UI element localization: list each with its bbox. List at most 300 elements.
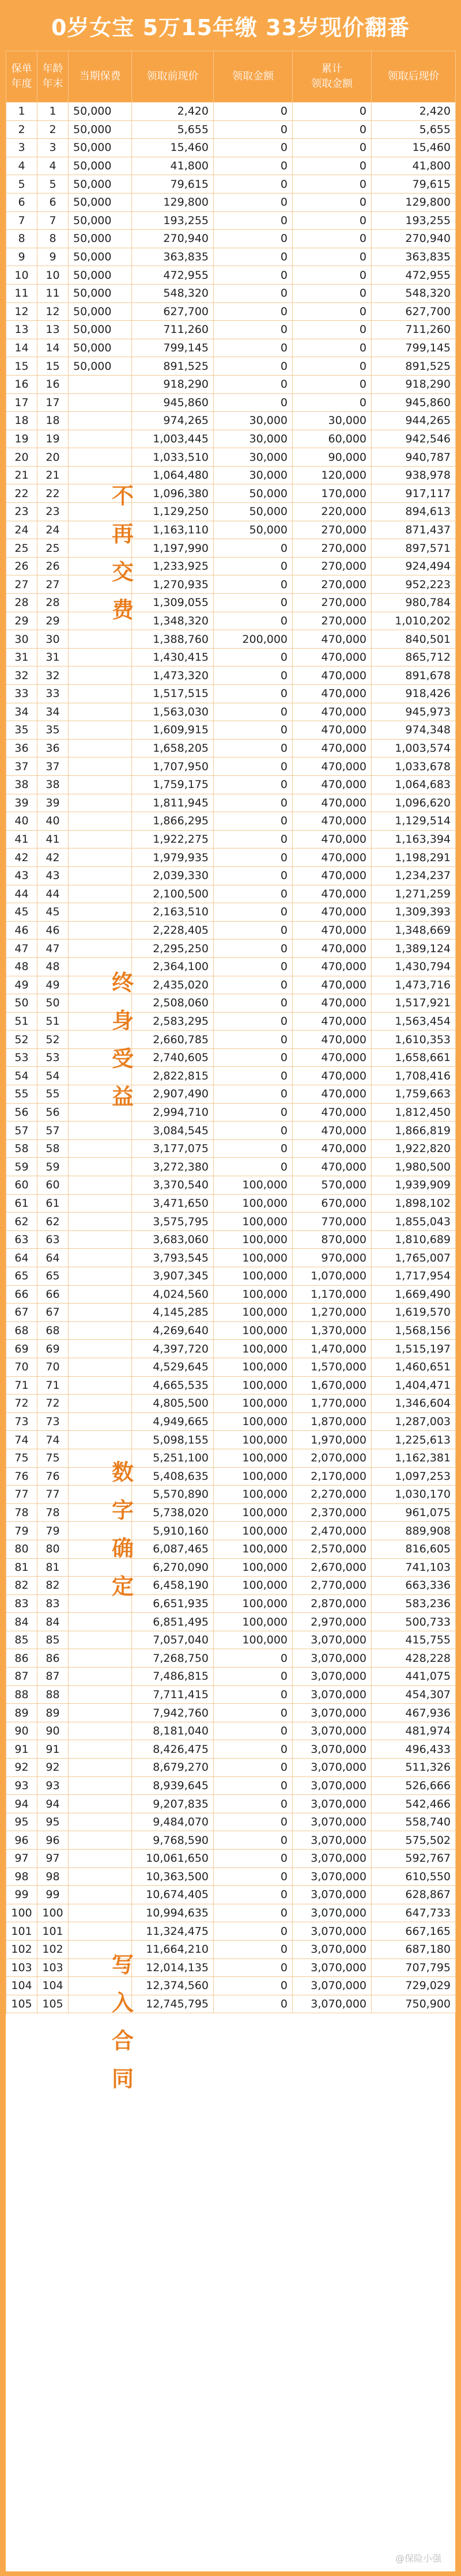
side-note-char: 终 <box>111 970 134 995</box>
cell-value-after: 1,610,353 <box>372 1031 456 1049</box>
cell-withdrawal: 0 <box>214 193 293 211</box>
table-row <box>6 976 456 994</box>
cell-premium <box>69 1321 132 1340</box>
cell-withdrawal: 100,000 <box>214 1467 293 1486</box>
cell-value-before: 1,517,515 <box>132 685 214 703</box>
cell-withdrawal: 0 <box>214 830 293 848</box>
cell-cumulative-withdrawal: 3,070,000 <box>293 1722 372 1740</box>
cell-age: 52 <box>37 1031 69 1049</box>
cell-cumulative-withdrawal: 0 <box>293 302 372 321</box>
cell-value-after: 1,568,156 <box>372 1321 456 1340</box>
cell-cumulative-withdrawal: 170,000 <box>293 484 372 503</box>
table-row <box>6 1267 456 1286</box>
cell-cumulative-withdrawal: 470,000 <box>293 739 372 757</box>
table-row <box>6 1158 456 1176</box>
cell-value-before: 11,664,210 <box>132 1940 214 1958</box>
cell-cumulative-withdrawal: 470,000 <box>293 940 372 958</box>
cell-value-before: 10,363,500 <box>132 1867 214 1886</box>
cell-policy-year: 98 <box>6 1867 37 1886</box>
cell-age: 45 <box>37 903 69 922</box>
cell-premium <box>69 1649 132 1668</box>
cell-age: 15 <box>37 357 69 376</box>
cell-cumulative-withdrawal: 90,000 <box>293 448 372 467</box>
cell-age: 9 <box>37 248 69 266</box>
cell-premium: 50,000 <box>69 248 132 266</box>
cell-cumulative-withdrawal: 2,770,000 <box>293 1577 372 1595</box>
cell-age: 104 <box>37 1977 69 1995</box>
cell-cumulative-withdrawal: 470,000 <box>293 1031 372 1049</box>
cell-cumulative-withdrawal: 3,070,000 <box>293 1904 372 1922</box>
cell-cumulative-withdrawal: 1,970,000 <box>293 1431 372 1449</box>
cell-policy-year: 48 <box>6 957 37 976</box>
side-note-char: 定 <box>111 1574 134 1599</box>
cell-cumulative-withdrawal: 3,070,000 <box>293 1922 372 1941</box>
cell-cumulative-withdrawal: 1,670,000 <box>293 1376 372 1395</box>
cell-value-before: 3,683,060 <box>132 1230 214 1249</box>
cell-premium <box>69 1850 132 1868</box>
table-row <box>6 1395 456 1413</box>
cell-policy-year: 87 <box>6 1668 37 1686</box>
cell-cumulative-withdrawal: 3,070,000 <box>293 1813 372 1831</box>
cell-cumulative-withdrawal: 470,000 <box>293 994 372 1013</box>
cell-cumulative-withdrawal: 470,000 <box>293 721 372 740</box>
cell-age: 66 <box>37 1285 69 1304</box>
cell-policy-year: 23 <box>6 503 37 521</box>
cell-age: 83 <box>37 1594 69 1613</box>
cell-policy-year: 3 <box>6 139 37 157</box>
cell-cumulative-withdrawal: 2,570,000 <box>293 1540 372 1558</box>
cell-cumulative-withdrawal: 2,670,000 <box>293 1558 372 1577</box>
cell-policy-year: 54 <box>6 1067 37 1085</box>
cell-policy-year: 79 <box>6 1522 37 1540</box>
cell-cumulative-withdrawal: 470,000 <box>293 1085 372 1104</box>
cell-policy-year: 77 <box>6 1486 37 1504</box>
cell-withdrawal: 100,000 <box>214 1631 293 1649</box>
table-row <box>6 1285 456 1304</box>
cell-policy-year: 59 <box>6 1158 37 1176</box>
cell-age: 20 <box>37 448 69 467</box>
cell-age: 64 <box>37 1249 69 1267</box>
cell-value-after: 1,759,663 <box>372 1085 456 1104</box>
side-note-char: 再 <box>111 521 134 547</box>
cell-cumulative-withdrawal: 970,000 <box>293 1249 372 1267</box>
cell-policy-year: 13 <box>6 321 37 339</box>
cell-value-after: 1,717,954 <box>372 1267 456 1286</box>
cell-value-after: 1,198,291 <box>372 848 456 867</box>
cell-withdrawal: 0 <box>214 120 293 139</box>
cell-value-before: 7,057,040 <box>132 1631 214 1649</box>
cell-value-after: 707,795 <box>372 1958 456 1977</box>
cell-policy-year: 97 <box>6 1850 37 1868</box>
header-cumulative-withdrawal: 累计 领取金额 <box>293 51 372 103</box>
cell-withdrawal: 0 <box>214 940 293 958</box>
cell-age: 56 <box>37 1103 69 1122</box>
table-row <box>6 940 456 958</box>
cell-cumulative-withdrawal: 0 <box>293 375 372 393</box>
cell-cumulative-withdrawal: 3,070,000 <box>293 1867 372 1886</box>
cell-value-before: 3,084,545 <box>132 1122 214 1140</box>
cell-value-after: 1,765,007 <box>372 1249 456 1267</box>
table-row <box>6 830 456 848</box>
cell-value-before: 11,324,475 <box>132 1922 214 1941</box>
cell-value-after: 1,348,669 <box>372 921 456 940</box>
cell-value-before: 1,473,320 <box>132 666 214 685</box>
cell-age: 91 <box>37 1740 69 1759</box>
cell-withdrawal: 0 <box>214 1740 293 1759</box>
cell-value-after: 558,740 <box>372 1813 456 1831</box>
cell-value-after: 871,437 <box>372 521 456 539</box>
side-note-fixed-figures <box>111 1453 134 1605</box>
cell-cumulative-withdrawal: 470,000 <box>293 1067 372 1085</box>
cell-value-before: 363,835 <box>132 248 214 266</box>
cell-premium <box>69 885 132 903</box>
cell-withdrawal: 0 <box>214 903 293 922</box>
cell-value-after: 1,658,661 <box>372 1048 456 1067</box>
cell-policy-year: 28 <box>6 594 37 612</box>
table-row <box>6 794 456 812</box>
cell-value-before: 1,033,510 <box>132 448 214 467</box>
cell-withdrawal: 100,000 <box>214 1395 293 1413</box>
table-row <box>6 211 456 230</box>
cell-cumulative-withdrawal: 470,000 <box>293 812 372 831</box>
cell-premium: 50,000 <box>69 339 132 357</box>
cell-premium <box>69 666 132 685</box>
cell-value-before: 2,039,330 <box>132 866 214 885</box>
cell-value-after: 952,223 <box>372 575 456 594</box>
side-note-char: 交 <box>111 559 134 585</box>
cell-value-after: 472,955 <box>372 266 456 285</box>
cell-premium <box>69 1158 132 1176</box>
cell-policy-year: 35 <box>6 721 37 740</box>
cell-premium <box>69 1922 132 1941</box>
table-row <box>6 175 456 194</box>
cell-value-before: 2,420 <box>132 103 214 121</box>
cell-value-after: 1,460,651 <box>372 1358 456 1376</box>
cell-value-before: 3,177,075 <box>132 1139 214 1158</box>
cell-premium <box>69 1704 132 1722</box>
cell-value-after: 1,271,259 <box>372 885 456 903</box>
cell-cumulative-withdrawal: 3,070,000 <box>293 1958 372 1977</box>
cell-withdrawal: 100,000 <box>214 1594 293 1613</box>
cell-value-after: 270,940 <box>372 230 456 248</box>
cell-withdrawal: 0 <box>214 866 293 885</box>
side-note-char: 不 <box>111 483 134 509</box>
cell-withdrawal: 0 <box>214 957 293 976</box>
cell-value-before: 1,064,480 <box>132 466 214 484</box>
cell-policy-year: 33 <box>6 685 37 703</box>
cell-withdrawal: 0 <box>214 139 293 157</box>
cell-value-after: 1,287,003 <box>372 1412 456 1431</box>
side-note-char: 确 <box>111 1536 134 1561</box>
cell-value-before: 12,014,135 <box>132 1958 214 1977</box>
cell-policy-year: 14 <box>6 339 37 357</box>
cell-value-before: 41,800 <box>132 157 214 175</box>
cell-value-before: 2,994,710 <box>132 1103 214 1122</box>
cell-cumulative-withdrawal: 60,000 <box>293 430 372 448</box>
cell-withdrawal: 0 <box>214 1795 293 1813</box>
cell-value-before: 2,740,605 <box>132 1048 214 1067</box>
cell-withdrawal: 0 <box>214 1904 293 1922</box>
cell-policy-year: 12 <box>6 302 37 321</box>
cell-value-after: 945,973 <box>372 703 456 721</box>
cell-value-before: 9,484,070 <box>132 1813 214 1831</box>
cell-value-before: 1,096,380 <box>132 484 214 503</box>
cell-age: 51 <box>37 1012 69 1031</box>
cell-premium <box>69 430 132 448</box>
cell-age: 58 <box>37 1139 69 1158</box>
cell-policy-year: 63 <box>6 1230 37 1249</box>
cell-policy-year: 25 <box>6 539 37 558</box>
cell-value-before: 1,658,205 <box>132 739 214 757</box>
cell-policy-year: 27 <box>6 575 37 594</box>
cell-withdrawal: 100,000 <box>214 1358 293 1376</box>
cell-value-after: 942,546 <box>372 430 456 448</box>
cell-cumulative-withdrawal: 470,000 <box>293 685 372 703</box>
cell-withdrawal: 0 <box>214 794 293 812</box>
cell-value-after: 1,225,613 <box>372 1431 456 1449</box>
cell-withdrawal: 100,000 <box>214 1522 293 1540</box>
table-row <box>6 193 456 211</box>
cell-age: 77 <box>37 1486 69 1504</box>
cell-policy-year: 20 <box>6 448 37 467</box>
table-row <box>6 1540 456 1558</box>
cell-cumulative-withdrawal: 670,000 <box>293 1194 372 1213</box>
cell-value-after: 1,708,416 <box>372 1067 456 1085</box>
cell-cumulative-withdrawal: 3,070,000 <box>293 1776 372 1795</box>
cell-cumulative-withdrawal: 470,000 <box>293 830 372 848</box>
cell-age: 85 <box>37 1631 69 1649</box>
cell-age: 93 <box>37 1776 69 1795</box>
cell-premium: 50,000 <box>69 193 132 211</box>
cell-premium <box>69 412 132 430</box>
cell-age: 87 <box>37 1668 69 1686</box>
cell-value-before: 1,129,250 <box>132 503 214 521</box>
cell-age: 14 <box>37 339 69 357</box>
cell-withdrawal: 0 <box>214 739 293 757</box>
cell-value-after: 441,075 <box>372 1668 456 1686</box>
cell-withdrawal: 50,000 <box>214 521 293 539</box>
cell-age: 34 <box>37 703 69 721</box>
cell-policy-year: 31 <box>6 648 37 666</box>
cell-cumulative-withdrawal: 0 <box>293 284 372 302</box>
cell-value-after: 917,117 <box>372 484 456 503</box>
cell-age: 95 <box>37 1813 69 1831</box>
table-row <box>6 1958 456 1977</box>
cell-withdrawal: 100,000 <box>214 1249 293 1267</box>
cell-age: 46 <box>37 921 69 940</box>
table-row <box>6 1321 456 1340</box>
cell-policy-year: 15 <box>6 357 37 376</box>
table-row <box>6 1194 456 1213</box>
cell-withdrawal: 200,000 <box>214 630 293 649</box>
table-row <box>6 1558 456 1577</box>
cell-value-after: 1,033,678 <box>372 757 456 776</box>
cell-age: 48 <box>37 957 69 976</box>
cell-policy-year: 53 <box>6 1048 37 1067</box>
cell-withdrawal: 0 <box>214 1048 293 1067</box>
table-row <box>6 1722 456 1740</box>
table-row <box>6 412 456 430</box>
cell-value-after: 1,010,202 <box>372 612 456 630</box>
cell-cumulative-withdrawal: 2,870,000 <box>293 1594 372 1613</box>
cell-policy-year: 19 <box>6 430 37 448</box>
cell-cumulative-withdrawal: 470,000 <box>293 1048 372 1067</box>
cell-premium <box>69 703 132 721</box>
cell-value-after: 1,096,620 <box>372 794 456 812</box>
table-row <box>6 1813 456 1831</box>
cell-premium <box>69 848 132 867</box>
cell-premium <box>69 1795 132 1813</box>
cell-value-after: 15,460 <box>372 139 456 157</box>
cell-value-before: 5,570,890 <box>132 1486 214 1504</box>
cell-age: 61 <box>37 1194 69 1213</box>
cell-policy-year: 81 <box>6 1558 37 1577</box>
cell-policy-year: 52 <box>6 1031 37 1049</box>
cell-premium <box>69 1285 132 1304</box>
cell-value-before: 799,145 <box>132 339 214 357</box>
cell-value-after: 1,898,102 <box>372 1194 456 1213</box>
cell-policy-year: 17 <box>6 393 37 412</box>
cell-value-before: 9,768,590 <box>132 1831 214 1850</box>
cell-value-after: 511,326 <box>372 1759 456 1777</box>
cell-value-after: 500,733 <box>372 1613 456 1631</box>
cell-premium <box>69 630 132 649</box>
cell-age: 75 <box>37 1449 69 1467</box>
cell-value-before: 1,759,175 <box>132 775 214 794</box>
cell-withdrawal: 0 <box>214 1722 293 1740</box>
cell-age: 19 <box>37 430 69 448</box>
side-note-no-more-premium <box>111 477 134 629</box>
cell-age: 88 <box>37 1685 69 1704</box>
cell-policy-year: 58 <box>6 1139 37 1158</box>
cell-age: 28 <box>37 594 69 612</box>
table-row <box>6 284 456 302</box>
cell-value-before: 3,793,545 <box>132 1249 214 1267</box>
cell-policy-year: 62 <box>6 1213 37 1231</box>
cell-value-before: 4,269,640 <box>132 1321 214 1340</box>
table-row <box>6 1867 456 1886</box>
cell-age: 35 <box>37 721 69 740</box>
cell-policy-year: 66 <box>6 1285 37 1304</box>
cell-age: 44 <box>37 885 69 903</box>
cell-withdrawal: 50,000 <box>214 503 293 521</box>
cell-policy-year: 50 <box>6 994 37 1013</box>
cell-age: 36 <box>37 739 69 757</box>
cell-cumulative-withdrawal: 470,000 <box>293 976 372 994</box>
cell-value-before: 4,529,645 <box>132 1358 214 1376</box>
cell-premium: 50,000 <box>69 139 132 157</box>
cell-value-before: 4,397,720 <box>132 1340 214 1358</box>
table-row <box>6 812 456 831</box>
table-row <box>6 666 456 685</box>
cell-value-after: 961,075 <box>372 1503 456 1522</box>
cell-policy-year: 67 <box>6 1304 37 1322</box>
cell-age: 55 <box>37 1085 69 1104</box>
table-row <box>6 1904 456 1922</box>
cell-withdrawal: 0 <box>214 1012 293 1031</box>
cell-withdrawal: 0 <box>214 539 293 558</box>
table-row <box>6 521 456 539</box>
table-row <box>6 721 456 740</box>
cell-cumulative-withdrawal: 1,270,000 <box>293 1304 372 1322</box>
cell-cumulative-withdrawal: 470,000 <box>293 648 372 666</box>
cell-policy-year: 64 <box>6 1249 37 1267</box>
table-row <box>6 1431 456 1449</box>
cell-age: 8 <box>37 230 69 248</box>
cell-withdrawal: 0 <box>214 557 293 575</box>
cell-age: 33 <box>37 685 69 703</box>
table-row <box>6 685 456 703</box>
cell-value-before: 8,426,475 <box>132 1740 214 1759</box>
table-row <box>6 1503 456 1522</box>
cell-withdrawal: 0 <box>214 721 293 740</box>
cell-policy-year: 100 <box>6 1904 37 1922</box>
cell-premium <box>69 1358 132 1376</box>
cell-value-before: 270,940 <box>132 230 214 248</box>
table-row <box>6 903 456 922</box>
cell-cumulative-withdrawal: 3,070,000 <box>293 1668 372 1686</box>
cell-policy-year: 37 <box>6 757 37 776</box>
cell-age: 94 <box>37 1795 69 1813</box>
cell-value-before: 2,583,295 <box>132 1012 214 1031</box>
table-row <box>6 393 456 412</box>
cell-premium <box>69 1740 132 1759</box>
cell-policy-year: 68 <box>6 1321 37 1340</box>
cell-cumulative-withdrawal: 1,170,000 <box>293 1285 372 1304</box>
table-row <box>6 1613 456 1631</box>
cell-withdrawal: 0 <box>214 921 293 940</box>
table-row <box>6 1103 456 1122</box>
cell-age: 71 <box>37 1376 69 1395</box>
cell-cumulative-withdrawal: 3,070,000 <box>293 1759 372 1777</box>
cell-policy-year: 75 <box>6 1449 37 1467</box>
watermark: @保险小强 <box>395 2553 441 2564</box>
table-row <box>6 1685 456 1704</box>
cell-value-after: 1,517,921 <box>372 994 456 1013</box>
cell-withdrawal: 0 <box>214 612 293 630</box>
cell-policy-year: 34 <box>6 703 37 721</box>
table-row <box>6 1176 456 1195</box>
cell-value-after: 5,655 <box>372 120 456 139</box>
cell-cumulative-withdrawal: 2,370,000 <box>293 1503 372 1522</box>
cell-cumulative-withdrawal: 3,070,000 <box>293 1886 372 1904</box>
cell-policy-year: 32 <box>6 666 37 685</box>
cell-premium <box>69 721 132 740</box>
cell-policy-year: 44 <box>6 885 37 903</box>
cell-value-before: 1,563,030 <box>132 703 214 721</box>
cell-age: 68 <box>37 1321 69 1340</box>
cell-cumulative-withdrawal: 3,070,000 <box>293 1995 372 2013</box>
cell-cumulative-withdrawal: 470,000 <box>293 666 372 685</box>
table-row <box>6 1776 456 1795</box>
cell-withdrawal: 0 <box>214 175 293 194</box>
cell-policy-year: 92 <box>6 1759 37 1777</box>
cell-cumulative-withdrawal: 0 <box>293 157 372 175</box>
cell-withdrawal: 0 <box>214 1831 293 1850</box>
cell-policy-year: 99 <box>6 1886 37 1904</box>
cell-premium <box>69 1213 132 1231</box>
table-row <box>6 321 456 339</box>
cell-value-after: 980,784 <box>372 594 456 612</box>
cell-cumulative-withdrawal: 1,070,000 <box>293 1267 372 1286</box>
table-row <box>6 448 456 467</box>
cell-cumulative-withdrawal: 470,000 <box>293 1012 372 1031</box>
header-age: 年龄 年末 <box>37 51 69 103</box>
table-row <box>6 484 456 503</box>
cell-value-after: 897,571 <box>372 539 456 558</box>
cell-value-after: 799,145 <box>372 339 456 357</box>
cell-policy-year: 85 <box>6 1631 37 1649</box>
